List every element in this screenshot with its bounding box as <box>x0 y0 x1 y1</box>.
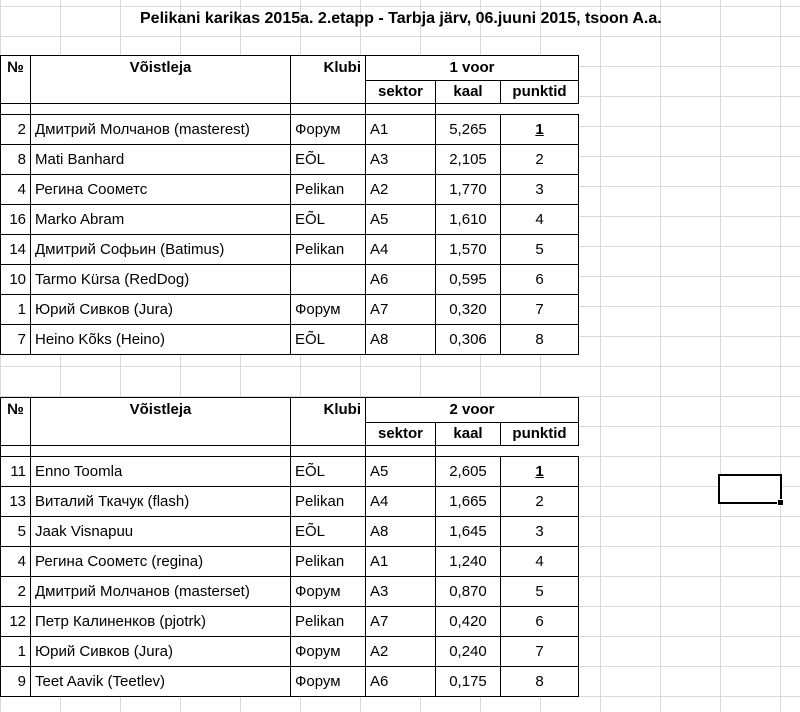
table-row <box>1 115 579 145</box>
cell-weight[interactable]: 1,610 <box>436 205 501 235</box>
cell-no[interactable]: 4 <box>1 547 31 577</box>
col-header-name[interactable]: Võistleja <box>31 56 291 81</box>
table-row <box>1 145 579 175</box>
cell-sector[interactable]: A4 <box>366 487 436 517</box>
col-header-club[interactable]: Klubi <box>291 56 366 81</box>
cell-name[interactable]: Tarmo Kürsa (RedDog) <box>31 265 291 295</box>
cell-sector[interactable]: A5 <box>366 205 436 235</box>
col-header-club[interactable]: Klubi <box>291 398 366 423</box>
table-row <box>1 607 579 637</box>
cell-no[interactable]: 2 <box>1 577 31 607</box>
cell-name[interactable]: Enno Toomla <box>31 457 291 487</box>
cell-sector[interactable]: A7 <box>366 295 436 325</box>
cell-no[interactable]: 14 <box>1 235 31 265</box>
table-row <box>1 235 579 265</box>
cell-no[interactable]: 5 <box>1 517 31 547</box>
table-row <box>1 265 579 295</box>
col-header-weight[interactable]: kaal <box>436 81 501 104</box>
cell-points[interactable]: 2 <box>501 145 579 175</box>
cell-points[interactable]: 7 <box>501 295 579 325</box>
table-row <box>1 637 579 667</box>
cell-club[interactable]: EÕL <box>291 325 366 355</box>
cell-weight[interactable]: 1,240 <box>436 547 501 577</box>
cell-name[interactable]: Юрий Сивков (Jura) <box>31 637 291 667</box>
col-header-no[interactable]: № <box>1 56 31 81</box>
col-header-no[interactable]: № <box>1 398 31 423</box>
header-row <box>1 56 579 81</box>
cell-no[interactable]: 1 <box>1 295 31 325</box>
cell-no[interactable]: 9 <box>1 667 31 697</box>
cell-sector[interactable]: A1 <box>366 547 436 577</box>
cell-weight[interactable]: 0,320 <box>436 295 501 325</box>
cell-name[interactable]: Виталий Ткачук (flash) <box>31 487 291 517</box>
sheet-title: Pelikani karikas 2015a. 2.etapp - Tarbja järv, 06.juuni 2015, tsoon A.a. <box>140 10 662 27</box>
cell-sector[interactable]: A7 <box>366 607 436 637</box>
cell-club[interactable]: Форум <box>291 295 366 325</box>
cell-weight[interactable]: 0,870 <box>436 577 501 607</box>
cell-weight[interactable]: 0,306 <box>436 325 501 355</box>
cell-no[interactable]: 4 <box>1 175 31 205</box>
cell-points[interactable]: 5 <box>501 235 579 265</box>
cell-club[interactable]: Pelikan <box>291 235 366 265</box>
col-header-points[interactable]: punktid <box>501 81 579 104</box>
cell-club[interactable]: EÕL <box>291 145 366 175</box>
col-header-sector[interactable]: sektor <box>366 423 436 446</box>
subheader-row <box>1 81 579 104</box>
cell-club[interactable]: Форум <box>291 577 366 607</box>
cell-weight[interactable]: 0,595 <box>436 265 501 295</box>
col-header-name[interactable]: Võistleja <box>31 398 291 423</box>
cell-no[interactable]: 8 <box>1 145 31 175</box>
cell-points[interactable]: 8 <box>501 325 579 355</box>
cell-club[interactable]: Pelikan <box>291 547 366 577</box>
cell-sector[interactable]: A8 <box>366 325 436 355</box>
cell-sector[interactable]: A8 <box>366 517 436 547</box>
cell-no[interactable]: 12 <box>1 607 31 637</box>
cell-weight[interactable]: 0,420 <box>436 607 501 637</box>
cell-weight[interactable]: 1,645 <box>436 517 501 547</box>
cell-no[interactable]: 11 <box>1 457 31 487</box>
cell-weight[interactable]: 2,105 <box>436 145 501 175</box>
cell-points[interactable]: 5 <box>501 577 579 607</box>
cell-sector[interactable]: A4 <box>366 235 436 265</box>
cell-name[interactable]: Jaak Visnapuu <box>31 517 291 547</box>
table-row <box>1 577 579 607</box>
cell-points[interactable]: 3 <box>501 175 579 205</box>
cell-no[interactable]: 13 <box>1 487 31 517</box>
cell-club[interactable]: Форум <box>291 115 366 145</box>
table-row <box>1 205 579 235</box>
cell-points[interactable]: 2 <box>501 487 579 517</box>
cell-club[interactable]: Форум <box>291 637 366 667</box>
cell-points[interactable]: 1 <box>501 457 579 487</box>
fill-handle[interactable] <box>777 499 784 506</box>
col-header-weight[interactable]: kaal <box>436 423 501 446</box>
cell-points[interactable]: 4 <box>501 547 579 577</box>
cell-name[interactable]: Mati Banhard <box>31 145 291 175</box>
table-row <box>1 457 579 487</box>
table-row <box>1 517 579 547</box>
table-row <box>1 547 579 577</box>
cell-no[interactable]: 2 <box>1 115 31 145</box>
cell-name[interactable]: Teet Aavik (Teetlev) <box>31 667 291 697</box>
cell-name[interactable]: Дмитрий Софьин (Batimus) <box>31 235 291 265</box>
cell-name[interactable]: Регина Соометс (regina) <box>31 547 291 577</box>
round-label[interactable]: 1 voor <box>366 56 579 81</box>
round-label[interactable]: 2 voor <box>366 398 579 423</box>
cell-club[interactable]: EÕL <box>291 457 366 487</box>
cell-sector[interactable]: A3 <box>366 577 436 607</box>
selected-cell[interactable] <box>718 474 782 504</box>
cell-weight[interactable]: 0,175 <box>436 667 501 697</box>
cell-club[interactable]: Pelikan <box>291 607 366 637</box>
cell-points[interactable]: 7 <box>501 637 579 667</box>
cell-no[interactable]: 16 <box>1 205 31 235</box>
col-header-points[interactable]: punktid <box>501 423 579 446</box>
round-1-table <box>0 55 579 355</box>
header-row <box>1 398 579 423</box>
cell-weight[interactable]: 5,265 <box>436 115 501 145</box>
subheader-row <box>1 423 579 446</box>
cell-name[interactable]: Регина Соометс <box>31 175 291 205</box>
cell-sector[interactable]: A3 <box>366 145 436 175</box>
cell-points[interactable]: 8 <box>501 667 579 697</box>
cell-weight[interactable]: 2,605 <box>436 457 501 487</box>
cell-name[interactable]: Юрий Сивков (Jura) <box>31 295 291 325</box>
table-row <box>1 667 579 697</box>
cell-sector[interactable]: A6 <box>366 667 436 697</box>
cell-weight[interactable]: 1,770 <box>436 175 501 205</box>
table-row <box>1 175 579 205</box>
cell-club[interactable] <box>291 265 366 295</box>
table-row <box>1 295 579 325</box>
table-row <box>1 487 579 517</box>
cell-club[interactable]: Pelikan <box>291 487 366 517</box>
cell-sector[interactable]: A5 <box>366 457 436 487</box>
cell-club[interactable]: Pelikan <box>291 175 366 205</box>
cell-name[interactable]: Marko Abram <box>31 205 291 235</box>
cell-no[interactable]: 10 <box>1 265 31 295</box>
cell-weight[interactable]: 0,240 <box>436 637 501 667</box>
col-header-sector[interactable]: sektor <box>366 81 436 104</box>
cell-sector[interactable]: A2 <box>366 175 436 205</box>
cell-points[interactable]: 1 <box>501 115 579 145</box>
cell-sector[interactable]: A6 <box>366 265 436 295</box>
cell-club[interactable]: Форум <box>291 667 366 697</box>
cell-no[interactable]: 1 <box>1 637 31 667</box>
cell-weight[interactable]: 1,570 <box>436 235 501 265</box>
table-row <box>1 325 579 355</box>
cell-no[interactable]: 7 <box>1 325 31 355</box>
cell-club[interactable]: EÕL <box>291 205 366 235</box>
cell-name[interactable]: Дмитрий Молчанов (masterset) <box>31 577 291 607</box>
cell-points[interactable]: 6 <box>501 265 579 295</box>
round-2-table <box>0 397 579 697</box>
cell-sector[interactable]: A1 <box>366 115 436 145</box>
cell-name[interactable]: Дмитрий Молчанов (masterest) <box>31 115 291 145</box>
cell-points[interactable]: 6 <box>501 607 579 637</box>
cell-sector[interactable]: A2 <box>366 637 436 667</box>
cell-points[interactable]: 4 <box>501 205 579 235</box>
cell-name[interactable]: Heino Kõks (Heino) <box>31 325 291 355</box>
cell-name[interactable]: Петр Калиненков (pjotrk) <box>31 607 291 637</box>
cell-points[interactable]: 3 <box>501 517 579 547</box>
cell-club[interactable]: EÕL <box>291 517 366 547</box>
cell-weight[interactable]: 1,665 <box>436 487 501 517</box>
